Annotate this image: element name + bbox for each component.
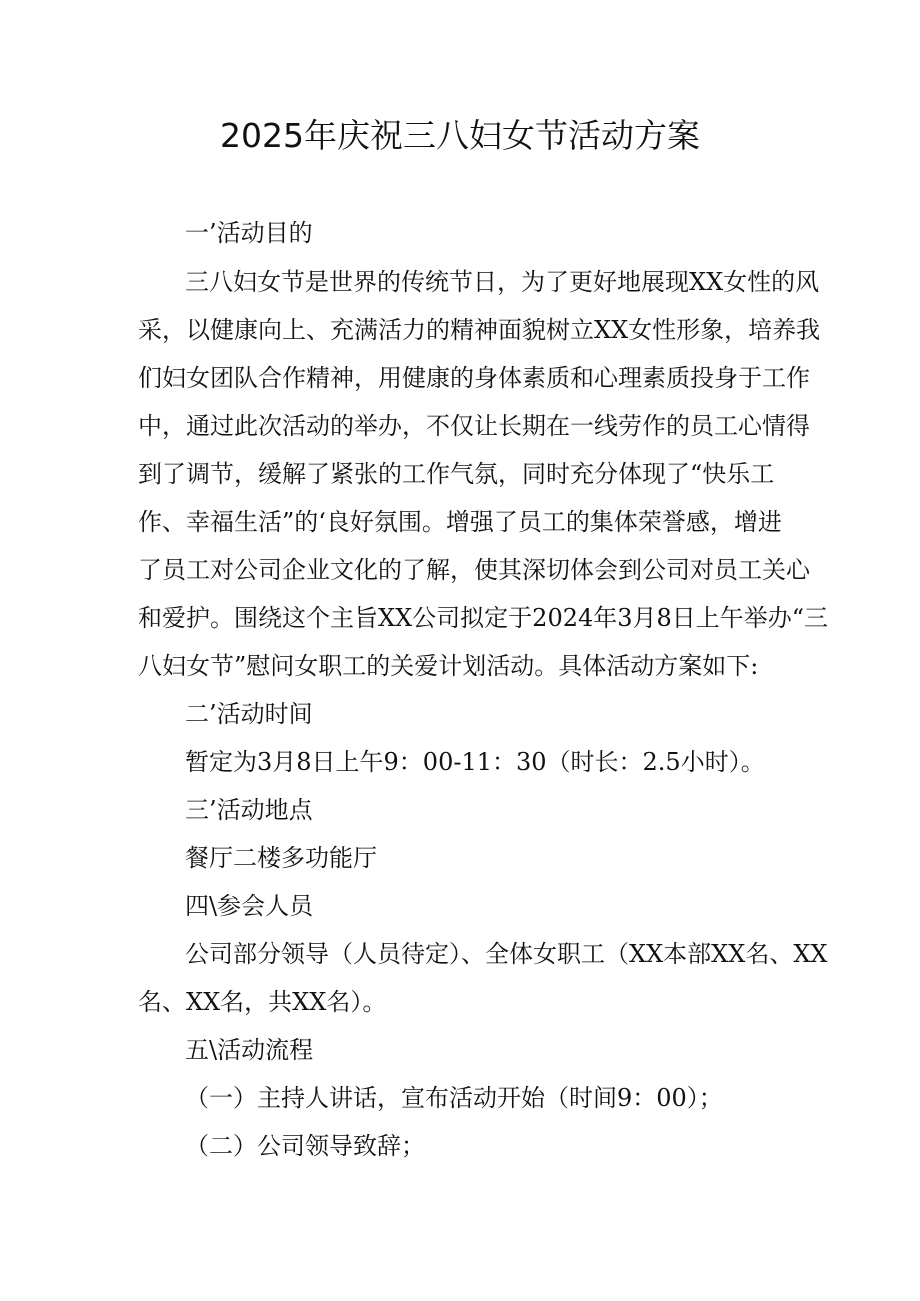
paragraph-line: 们妇女团队合作精神，用健康的身体素质和心理素质投身于工作 bbox=[138, 364, 810, 392]
paragraph-line: 三八妇女节是世界的传统节日，为了更好地展现XX女性的风 bbox=[185, 268, 820, 296]
paragraph-line: 公司部分领导（人员待定）、全体女职工（XX本部XX名、XX bbox=[185, 940, 828, 968]
paragraph-line: 餐厅二楼多功能厅 bbox=[185, 844, 377, 872]
list-item: （一）主持人讲话，宣布活动开始（时间9：00）； bbox=[185, 1084, 723, 1112]
document-title: 2025年庆祝三八妇女节活动方案 bbox=[220, 116, 700, 155]
paragraph-line: 和爱护。围绕这个主旨XX公司拟定于2024年3月8日上午举办“三 bbox=[138, 604, 829, 632]
paragraph-line: 暂定为3月8日上午9：00-11：30（时长：2.5小时）。 bbox=[185, 748, 765, 776]
paragraph-line: 作、幸福生活”的‘良好氛围。增强了员工的集体荣誉感，增进 bbox=[138, 508, 782, 536]
paragraph-line: 了员工对公司企业文化的了解，使其深切体会到公司对员工关心 bbox=[138, 556, 810, 584]
paragraph-line: 八妇女节”慰问女职工的关爱计划活动。具体活动方案如下: bbox=[138, 652, 759, 680]
section-heading-time: 二’活动时间 bbox=[185, 700, 313, 728]
section-heading-process: 五\活动流程 bbox=[185, 1036, 314, 1064]
section-heading-purpose: 一’活动目的 bbox=[185, 219, 313, 247]
list-item: （二）公司领导致辞； bbox=[185, 1132, 425, 1160]
section-heading-participants: 四\参会人员 bbox=[185, 892, 314, 920]
paragraph-line: 到了调节，缓解了紧张的工作气氛，同时充分体现了“快乐工 bbox=[138, 460, 775, 488]
paragraph-line: 采，以健康向上、充满活力的精神面貌树立XX女性形象，培养我 bbox=[138, 316, 821, 344]
section-heading-location: 三’活动地点 bbox=[185, 796, 313, 824]
paragraph-line: 名、XX名，共XX名）。 bbox=[138, 988, 387, 1016]
paragraph-line: 中，通过此次活动的举办，不仅让长期在一线劳作的员工心情得 bbox=[138, 412, 810, 440]
